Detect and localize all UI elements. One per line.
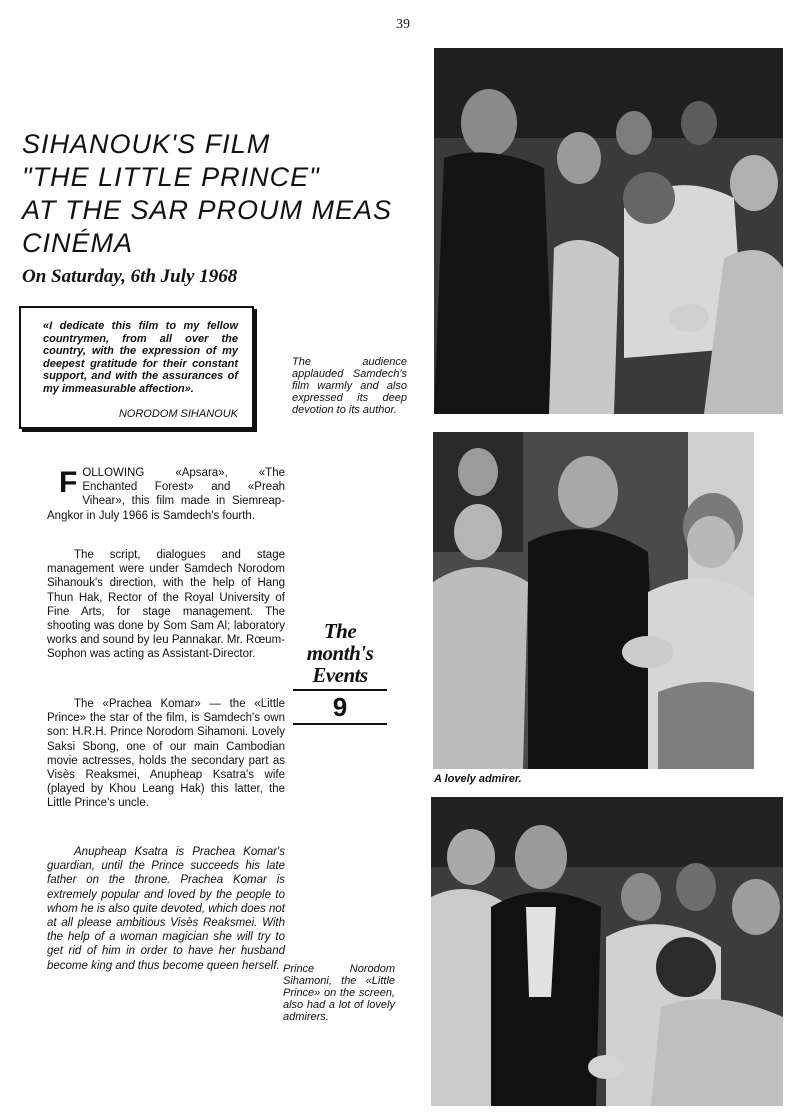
months-events-badge xyxy=(290,619,390,722)
headline-line-2: "THE LITTLE PRINCE" xyxy=(22,162,320,192)
photo-audience-applause-image xyxy=(434,48,783,414)
caption-photo-2: A lovely admirer. xyxy=(434,773,522,785)
dedication-quote-box xyxy=(19,306,254,429)
dateline: On Saturday, 6th July 1968 xyxy=(22,266,238,287)
photo-little-prince-admirers xyxy=(431,797,783,1106)
photo-lovely-admirer xyxy=(433,432,754,769)
badge-rule-bottom xyxy=(293,723,387,725)
headline-line-1: SIHANOUK'S FILM xyxy=(22,129,271,159)
badge-title: The month's xyxy=(306,619,374,665)
drop-cap: F xyxy=(59,466,78,499)
photo-lovely-admirer-image xyxy=(433,432,754,769)
dedication-quote-text: «I dedicate this film to my fellow countrymen, from all over the country, with the expression of my deepest gratitude for their constant support, and with the assurances of my immeasurable affection». xyxy=(43,320,238,395)
headline-line-4: CINÉMA xyxy=(22,228,134,258)
badge-subtitle: Events xyxy=(312,663,368,687)
article-paragraph-1-text: OLLOWING «Apsara», «The Enchanted Forest» and «Preah Vihear», this film made in Siemreap-Angkor in July 1966 is Samdech's fourth. xyxy=(47,467,285,522)
caption-photo-3: Prince Norodom Sihamoni, the «Little Prince» on the screen, also had a lot of lovely admirers. xyxy=(283,963,395,1023)
dedication-signature: NORODOM SIHANOUK xyxy=(118,408,238,420)
caption-photo-1: The audience applauded Samdech's film warmly and also expressed its deep devotion to its author. xyxy=(292,356,407,416)
badge-rule-top xyxy=(293,689,387,691)
badge-number: 9 xyxy=(332,692,348,722)
headline xyxy=(22,128,402,260)
article-paragraph-1 xyxy=(47,466,285,523)
article-paragraph-3: The «Prachea Komar» — the «Little Prince» the star of the film, is Samdech's own son: H.R.H. Prince Norodom Sihamoni. Lovely Saksi Sbong, one of our main Cambodian movie actresses, holds the secondary part as Visès Reaksmei, Anupheap Ksatra's wife (played by Khou Leang Hak) this latter, the Little Prince's uncle. xyxy=(47,698,285,810)
headline-line-3: AT THE SAR PROUM MEAS xyxy=(22,195,393,225)
photo-audience-applause xyxy=(434,48,783,414)
photo-little-prince-admirers-image xyxy=(431,797,783,1106)
article-paragraph-4: Anupheap Ksatra is Prachea Komar's guardian, until the Prince succeeds his late father on the throne. Prachea Komar is extremely popular and loved by the people to whom he is also quite devoted, which does not at all please ambitious Visès Reaksmei. With the help of a woman magician she will try to get rid of him in order to have her husband become king and thus become queen herself. xyxy=(47,846,285,972)
article-paragraph-2: The script, dialogues and stage management were under Samdech Norodom Sihanouk's direction, with the help of Hang Thun Hak, Rector of the Royal University of Fine Arts, for stage management. The shooting was done by Som Sam Al; laboratory works and sound by Ieu Pannakar. Mr. Rœum-Sophon was acting as Assistant-Director. xyxy=(47,549,285,661)
page-number: 39 xyxy=(396,17,410,32)
